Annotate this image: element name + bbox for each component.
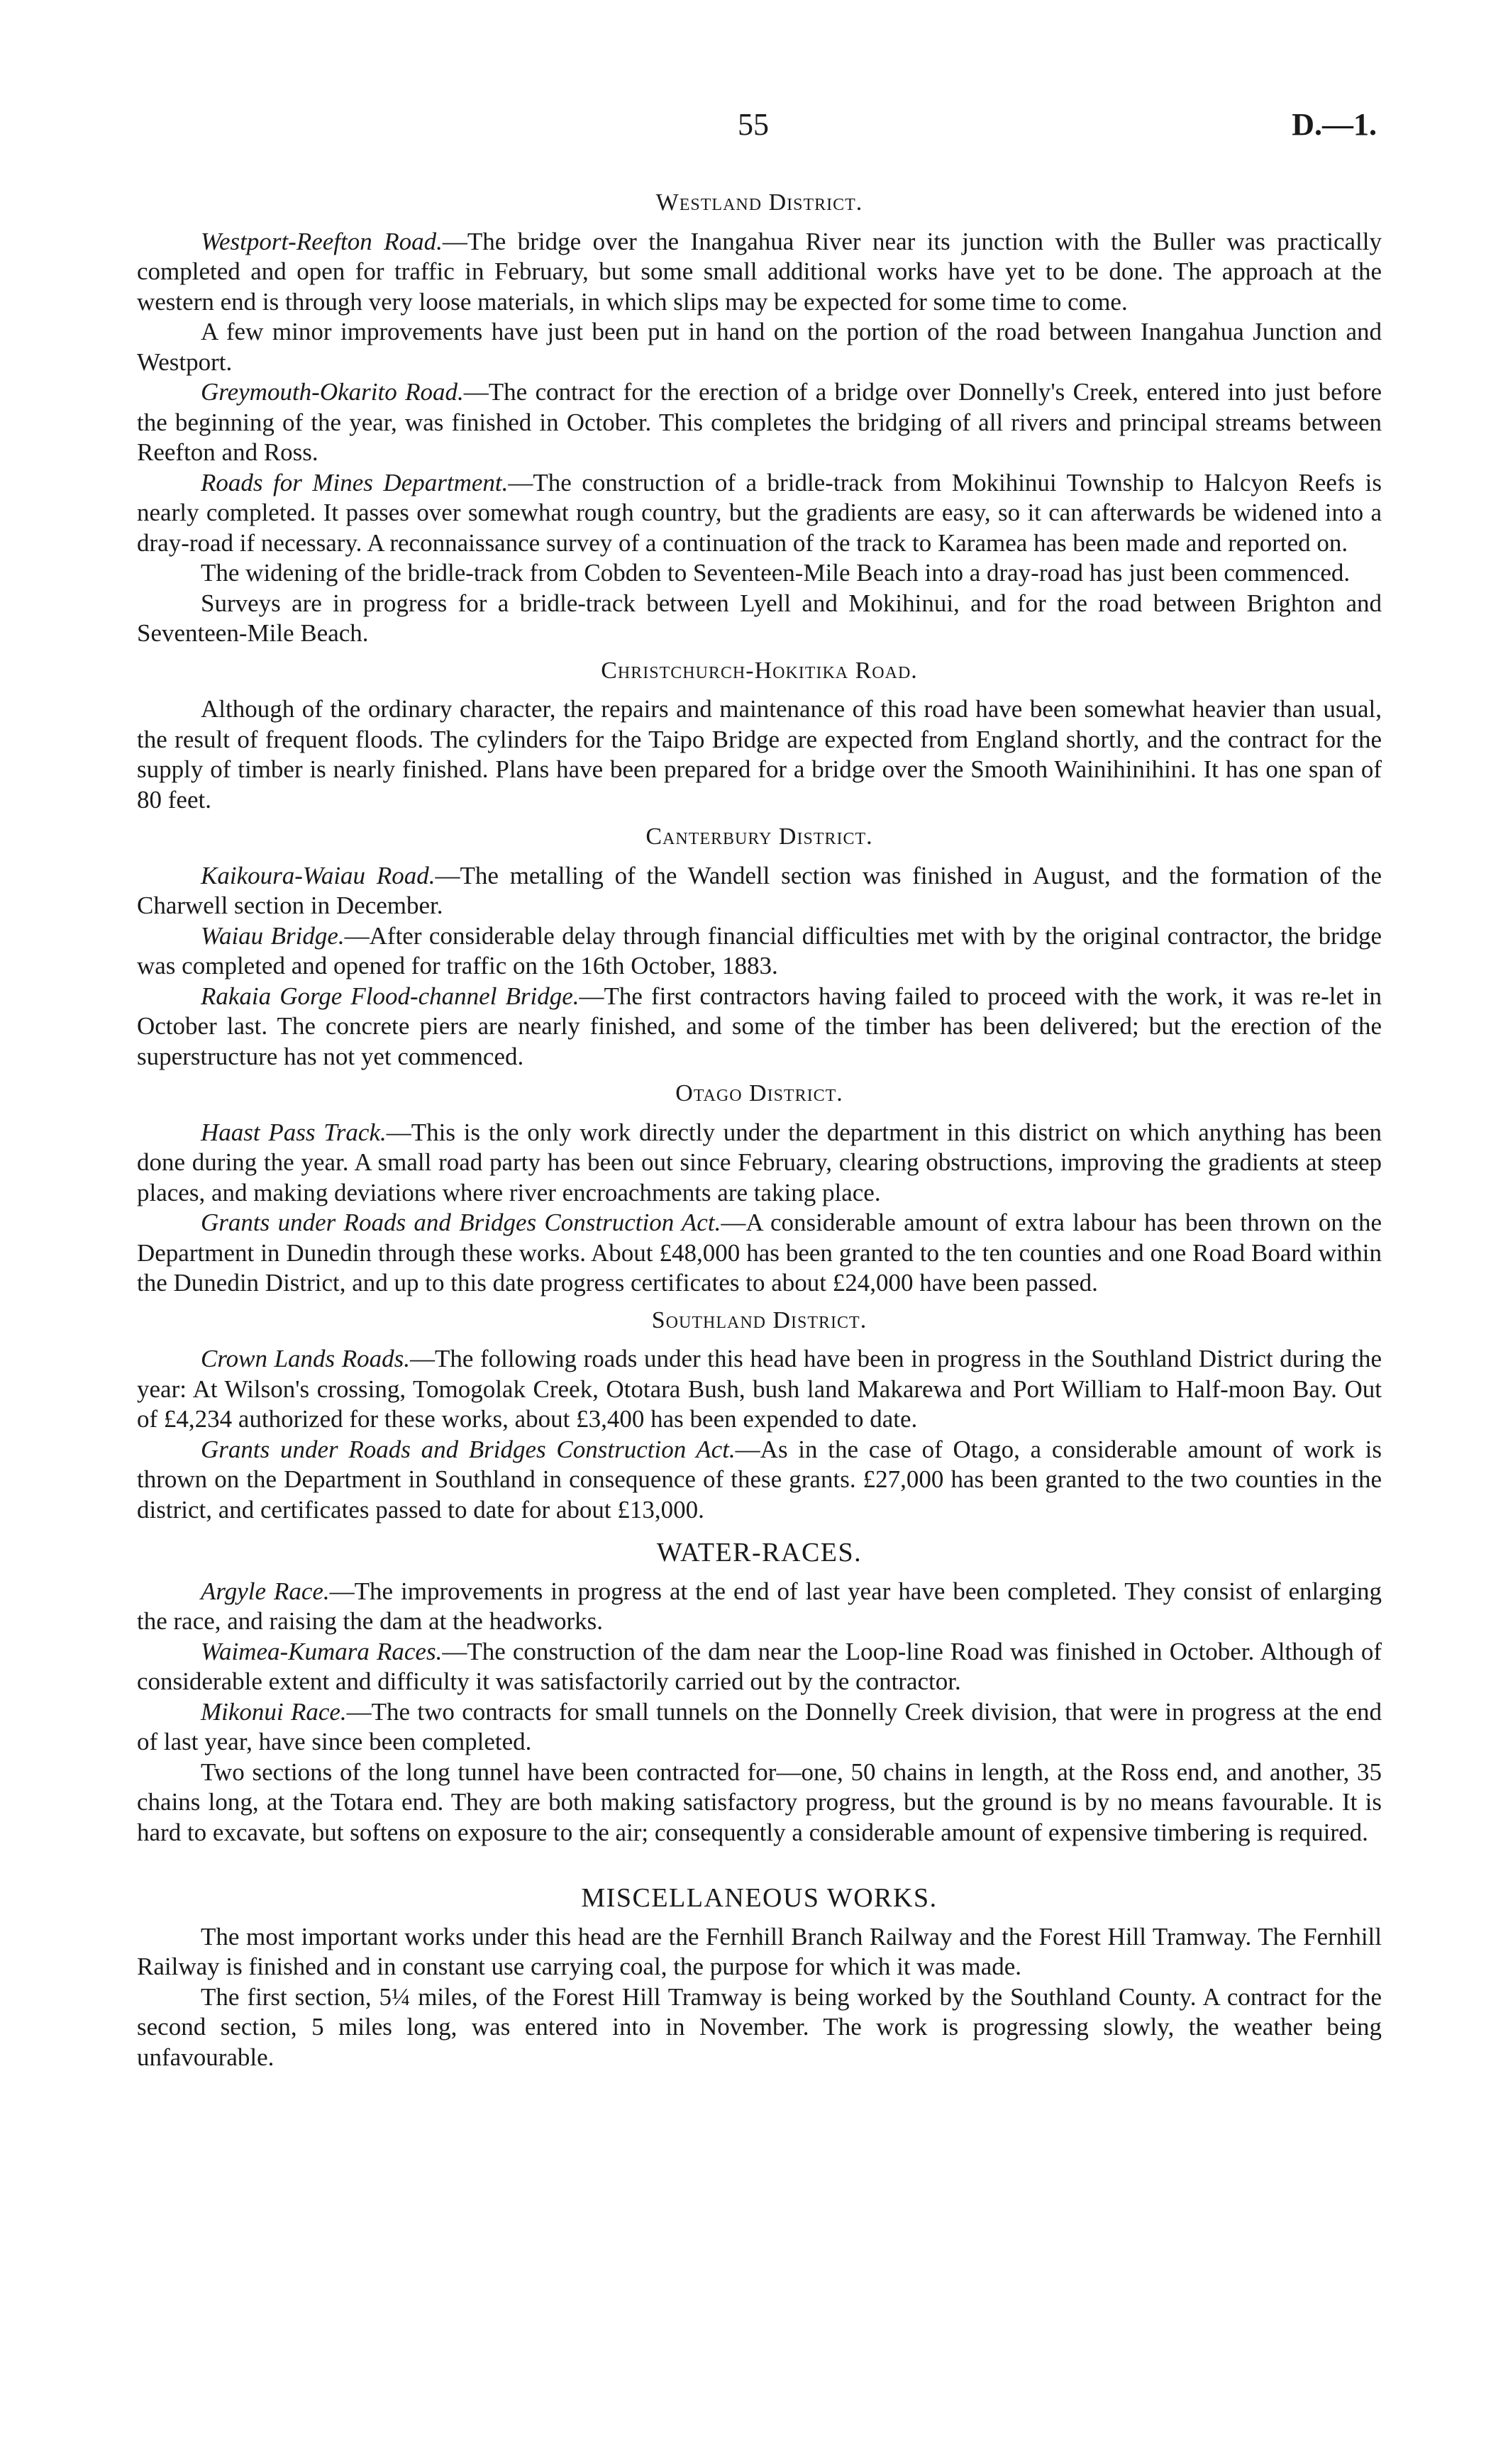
paragraph-text: —The construction of a bridle-track from Mokihinui Township to Halcyon Reefs is nearly completed. It passes over somewhat rough country, but the gradients are easy, so it can afterwards be widened into a dray-road if necessary. A reconnaissance survey of a continuation of the track to Karamea has been made and reported on. (137, 468, 1382, 557)
paragraph (137, 1435, 1382, 1526)
paragraph (137, 982, 1382, 1072)
paragraph-text: —The first contractors having failed to proceed with the work, it was re-let in October last. The concrete piers are nearly finished, and some of the timber has been delivered; but the erection of the superstructure has not yet commenced. (137, 982, 1382, 1070)
section-heading-otago: Otago District. (675, 1080, 843, 1106)
paragraph-text: Surveys are in progress for a bridle-track between Lyell and Mokihinui, and for the road between Brighton and Seventeen-Mile Beach. (137, 589, 1382, 647)
paragraph-text: The widening of the bridle-track from Cobden to Seventeen-Mile Beach into a dray-road has just been commenced. (201, 559, 1351, 587)
paragraph-text: —This is the only work directly under the department in this district on which anything has been done during the year. A small road party has been out since February, clearing obstructions, improving the gradients at steep places, and making deviations where river encroachments are taking place. (137, 1118, 1382, 1206)
section-heading-westland: Westland District. (655, 189, 863, 216)
section-heading-christchurch-hokitika: Christchurch-Hokitika Road. (601, 657, 918, 684)
paragraph (137, 861, 1382, 921)
paragraph-title: Haast Pass Track. (201, 1118, 387, 1146)
paragraph-title: Grants under Roads and Bridges Construction Act. (201, 1209, 721, 1236)
paragraph-title: Roads for Mines Department. (201, 468, 509, 496)
paragraph (137, 921, 1382, 982)
paragraph-title: Argyle Race. (201, 1577, 330, 1605)
page-number: 55 (738, 107, 769, 142)
paragraph (137, 1758, 1382, 1848)
paragraph (137, 589, 1382, 649)
paragraph-title: Mikonui Race. (201, 1697, 347, 1726)
paragraph (137, 227, 1382, 318)
paragraph (137, 1697, 1382, 1758)
paragraph-text: —As in the case of Otago, a considerable amount of work is thrown on the Department in Southland in consequence of these grants. £27,000 has been granted to the two counties in the district, and certificates passed to date for about £13,000. (137, 1435, 1382, 1524)
paragraph (137, 1208, 1382, 1299)
paragraph-title: Grants under Roads and Bridges Construction Act. (201, 1435, 736, 1463)
paragraph-title: Waiau Bridge. (201, 921, 345, 950)
section-heading-canterbury: Canterbury District. (645, 823, 873, 850)
paragraph (137, 1577, 1382, 1637)
page-body (137, 181, 1382, 2072)
paragraph-text: Although of the ordinary character, the repairs and maintenance of this road have been somewhat heavier than usual, the result of frequent floods. The cylinders for the Taipo Bridge are expected from England shortly, and the contract for the supply of timber is nearly finished. Plans have been prepared for a bridge over the Smooth Wainihinihini. It has one span of 80 feet. (137, 695, 1382, 814)
page-header (0, 106, 1508, 149)
paragraph-text: —The improvements in progress at the end of last year have been completed. They consist of enlarging the race, and raising the dam at the headworks. (137, 1577, 1382, 1635)
section-heading-miscellaneous-works: MISCELLANEOUS WORKS. (581, 1883, 938, 1913)
paragraph-title: Greymouth-Okarito Road. (201, 378, 464, 406)
section-heading-southland: Southland District. (651, 1306, 867, 1333)
paragraph (137, 558, 1382, 589)
paragraph-title: Kaikoura-Waiau Road. (201, 861, 436, 889)
paragraph (137, 1637, 1382, 1697)
paragraph-title: Crown Lands Roads. (201, 1345, 410, 1372)
paragraph-text: —The construction of the dam near the Loop-line Road was finished in October. Although of considerable extent and difficulty it was satisfactorily carried out by the contractor. (137, 1637, 1382, 1695)
paragraph (137, 1118, 1382, 1209)
paragraph (137, 317, 1382, 377)
paragraph-text: —The following roads under this head have been in progress in the Southland District during the year: At Wilson's crossing, Tomogolak Creek, Ototara Bush, bush land Makarewa and Port William to Half-moon Bay. Out of £4,234 authorized for these works, about £3,400 has been expended to date. (137, 1345, 1382, 1433)
paragraph-text: —After considerable delay through financial difficulties met with by the original contractor, the bridge was completed and opened for traffic on the 16th October, 1883. (137, 921, 1382, 980)
paragraph (137, 468, 1382, 559)
paragraph (137, 1344, 1382, 1435)
section-heading-water-races: WATER-RACES. (656, 1538, 863, 1567)
paragraph-text: —The contract for the erection of a bridge over Donnelly's Creek, entered into just before the beginning of the year, was finished in October. This completes the bridging of all rivers and principal streams between Reefton and Ross. (137, 378, 1382, 466)
paragraph-text: The first section, 5¼ miles, of the Forest Hill Tramway is being worked by the Southland County. A contract for the second section, 5 miles long, was entered into in November. The work is progressing slowly, the weather being unfavourable. (137, 1982, 1382, 2071)
paragraph (137, 1982, 1382, 2073)
paragraph-text: —The bridge over the Inangahua River near its junction with the Buller was practically completed and open for traffic in February, but some small additional works have yet to be done. The approach at the western end is through very loose materials, in which slips may be expected for some time to come. (137, 227, 1382, 316)
paragraph (137, 377, 1382, 468)
paragraph (137, 1922, 1382, 1982)
paragraph-text: —The metalling of the Wandell section was finished in August, and the formation of the Charwell section in December. (137, 861, 1382, 919)
paragraph-text: —The two contracts for small tunnels on the Donnelly Creek division, that were in progress at the end of last year, have since been completed. (137, 1697, 1382, 1755)
paragraph (137, 694, 1382, 815)
paragraph-text: A few minor improvements have just been put in hand on the portion of the road between Inangahua Junction and Westport. (137, 318, 1382, 376)
paragraph-text: —A considerable amount of extra labour has been thrown on the Department in Dunedin through these works. About £48,000 has been granted to the ten counties and one Road Board within the Dunedin District, and up to this date progress certificates to about £24,000 have been passed. (137, 1209, 1382, 1297)
document-reference: D.—1. (1292, 107, 1377, 142)
paragraph-text: Two sections of the long tunnel have been contracted for—one, 50 chains in length, at the Ross end, and another, 35 chains long, at the Totara end. They are both making satisfactory progress, but the ground is by no means favourable. It is hard to excavate, but softens on exposure to the air; consequently a considerable amount of expensive timbering is required. (137, 1758, 1382, 1846)
paragraph-title: Rakaia Gorge Flood-channel Bridge. (201, 982, 580, 1010)
paragraph-text: The most important works under this head are the Fernhill Branch Railway and the Forest Hill Tramway. The Fernhill Railway is finished and in constant use carrying coal, the purpose for which it was made. (137, 1922, 1382, 1980)
paragraph-title: Westport-Reefton Road. (201, 227, 443, 255)
paragraph-title: Waimea-Kumara Races. (201, 1637, 443, 1665)
